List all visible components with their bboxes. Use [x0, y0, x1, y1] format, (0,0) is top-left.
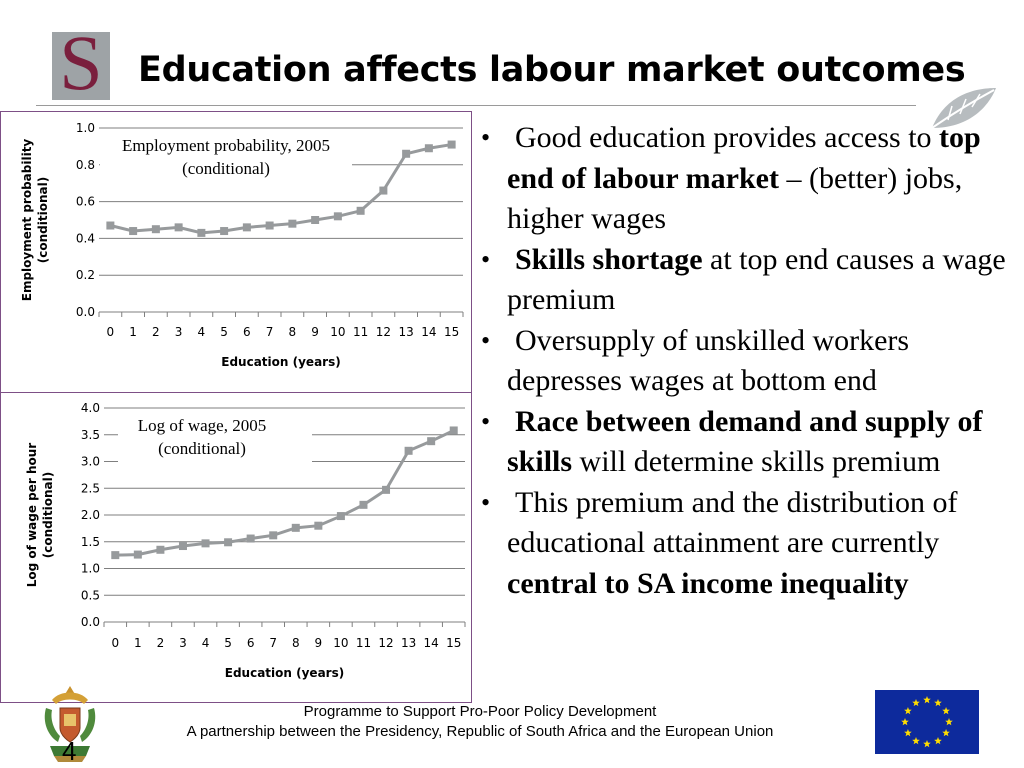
x-tick-label: 0: [106, 325, 115, 339]
bullet-marker: •: [481, 244, 491, 274]
data-point: [269, 531, 277, 539]
slide-title: Education affects labour market outcomes: [138, 50, 966, 90]
data-point: [247, 535, 255, 543]
x-tick-label: 5: [224, 636, 232, 650]
bullet-item: [481, 402, 1016, 483]
y-tick-label: 0.6: [75, 194, 95, 209]
wage-chart-panel: [0, 392, 472, 703]
data-point: [402, 150, 410, 158]
data-point: [243, 223, 251, 231]
x-tick-label: 13: [398, 325, 414, 339]
y-tick-label: 2.5: [80, 481, 100, 496]
bullet-text: Oversupply of unskilled workers depresses wages at bottom end: [507, 323, 910, 397]
x-axis-title: Education (years): [224, 666, 345, 680]
y-tick-label: 3.0: [80, 454, 100, 469]
x-tick-label: 8: [291, 636, 300, 650]
bullet-bold-text: Skills shortage: [515, 242, 703, 276]
x-tick-label: 2: [156, 636, 165, 650]
university-logo: [52, 32, 110, 100]
data-point: [448, 141, 456, 149]
data-point: [314, 522, 322, 530]
bullet-item: [481, 321, 1016, 402]
x-tick-label: 12: [378, 636, 394, 650]
bullet-item: [481, 118, 1016, 240]
data-point: [152, 225, 160, 233]
bullet-marker: •: [481, 487, 491, 517]
y-tick-label: 0.0: [75, 305, 95, 319]
data-point: [288, 220, 296, 228]
y-tick-label: 1.5: [80, 534, 100, 549]
data-point: [450, 426, 458, 434]
y-tick-label: 0.0: [80, 615, 100, 629]
x-tick-label: 1: [129, 325, 137, 339]
bullet-text: at top end causes a wage premium: [507, 242, 1006, 316]
logo-letter: S: [59, 32, 103, 100]
y-tick-label: 1.0: [80, 561, 100, 576]
x-tick-label: 5: [220, 325, 228, 339]
y-axis-title-line: Employment probability: [20, 138, 34, 302]
data-point: [382, 486, 390, 494]
employment-probability-chart: [1, 112, 471, 392]
title-divider: [36, 105, 916, 106]
data-point: [179, 542, 187, 550]
data-point: [156, 546, 164, 554]
footer-programme: Programme to Support Pro-Poor Policy Development: [303, 703, 657, 720]
x-tick-label: 15: [443, 325, 460, 339]
chart-title-line: Log of wage, 2005: [137, 416, 267, 435]
data-point: [292, 524, 300, 532]
x-tick-label: 12: [375, 325, 392, 339]
employment-chart-panel: [0, 111, 472, 393]
x-tick-label: 3: [179, 636, 187, 650]
y-tick-label: 3.5: [80, 427, 100, 442]
chart-title-line: Employment probability, 2005: [121, 136, 331, 155]
x-tick-label: 15: [446, 636, 462, 650]
data-point: [224, 538, 232, 546]
bullet-bold-text: top end of labour market: [507, 121, 981, 195]
x-tick-label: 6: [243, 325, 251, 339]
y-tick-label: 0.8: [75, 157, 95, 172]
x-tick-label: 0: [111, 636, 120, 650]
bullet-text: This premium and the distribution of educational attainment are currently: [507, 485, 958, 559]
data-point: [359, 501, 367, 509]
x-tick-label: 4: [197, 325, 206, 339]
y-tick-label: 1.0: [75, 121, 95, 135]
bullet-list: [481, 118, 1016, 604]
bullet-marker: •: [481, 123, 491, 152]
x-tick-label: 8: [288, 325, 297, 339]
data-point: [134, 551, 142, 559]
bullet-item: [481, 240, 1016, 321]
y-tick-label: 4.0: [80, 401, 100, 415]
data-point: [202, 539, 210, 547]
x-tick-label: 6: [246, 636, 255, 650]
y-tick-label: 2.0: [80, 508, 100, 522]
data-point: [111, 551, 119, 559]
chart-title-line: (conditional): [158, 439, 246, 458]
x-tick-label: 1: [134, 636, 142, 650]
x-tick-label: 14: [421, 325, 437, 339]
x-tick-label: 10: [330, 325, 346, 339]
bullet-bold-text: Race between demand and supply of skills: [507, 404, 983, 478]
x-tick-label: 11: [352, 325, 369, 339]
eu-flag-icon: [875, 690, 979, 754]
data-point: [405, 447, 413, 455]
bullet-marker: •: [481, 325, 491, 355]
data-point: [220, 227, 228, 235]
x-tick-label: 11: [355, 636, 372, 650]
x-tick-label: 3: [174, 325, 183, 339]
x-tick-label: 10: [333, 636, 349, 650]
bullet-text: will determine skills premium: [572, 445, 941, 478]
chart-title-line: (conditional): [182, 159, 270, 178]
x-tick-label: 7: [265, 325, 274, 339]
data-point: [197, 229, 205, 237]
data-point: [357, 207, 365, 215]
x-tick-label: 2: [152, 325, 160, 339]
data-point: [379, 187, 387, 195]
x-tick-label: 14: [423, 636, 439, 650]
page-number: 4: [62, 736, 77, 766]
data-point: [106, 222, 114, 230]
footer-partnership: A partnership between the Presidency, Republic of South Africa and the European Union: [186, 723, 774, 740]
bullet-item: [481, 483, 1016, 605]
data-point: [425, 144, 433, 152]
data-point: [129, 227, 137, 235]
x-tick-label: 9: [311, 325, 319, 339]
bullet-marker: •: [481, 406, 491, 436]
y-axis-title: [20, 139, 50, 302]
data-point: [337, 512, 345, 520]
data-point: [266, 222, 274, 230]
bullet-text: Good education provides access to: [515, 121, 940, 154]
x-tick-label: 13: [400, 636, 417, 650]
y-tick-label: 0.2: [75, 268, 95, 283]
data-point: [311, 216, 319, 224]
log-wage-chart: [1, 393, 471, 702]
y-axis-title: [25, 443, 55, 588]
y-axis-title-line: (conditional): [36, 176, 50, 264]
y-axis-title-line: (conditional): [41, 471, 55, 559]
y-tick-label: 0.5: [80, 588, 100, 603]
data-point: [175, 223, 183, 231]
y-tick-label: 0.4: [75, 231, 95, 246]
x-tick-label: 9: [314, 636, 323, 650]
y-axis-title-line: Log of wage per hour: [25, 442, 39, 588]
data-point: [427, 437, 435, 445]
x-axis-title: Education (years): [221, 355, 341, 369]
x-tick-label: 4: [201, 636, 210, 650]
bullet-text: – (better) jobs, higher wages: [507, 161, 963, 235]
x-tick-label: 7: [269, 636, 278, 650]
bullet-bold-text: central to SA income inequality: [507, 566, 909, 600]
data-point: [334, 212, 342, 220]
